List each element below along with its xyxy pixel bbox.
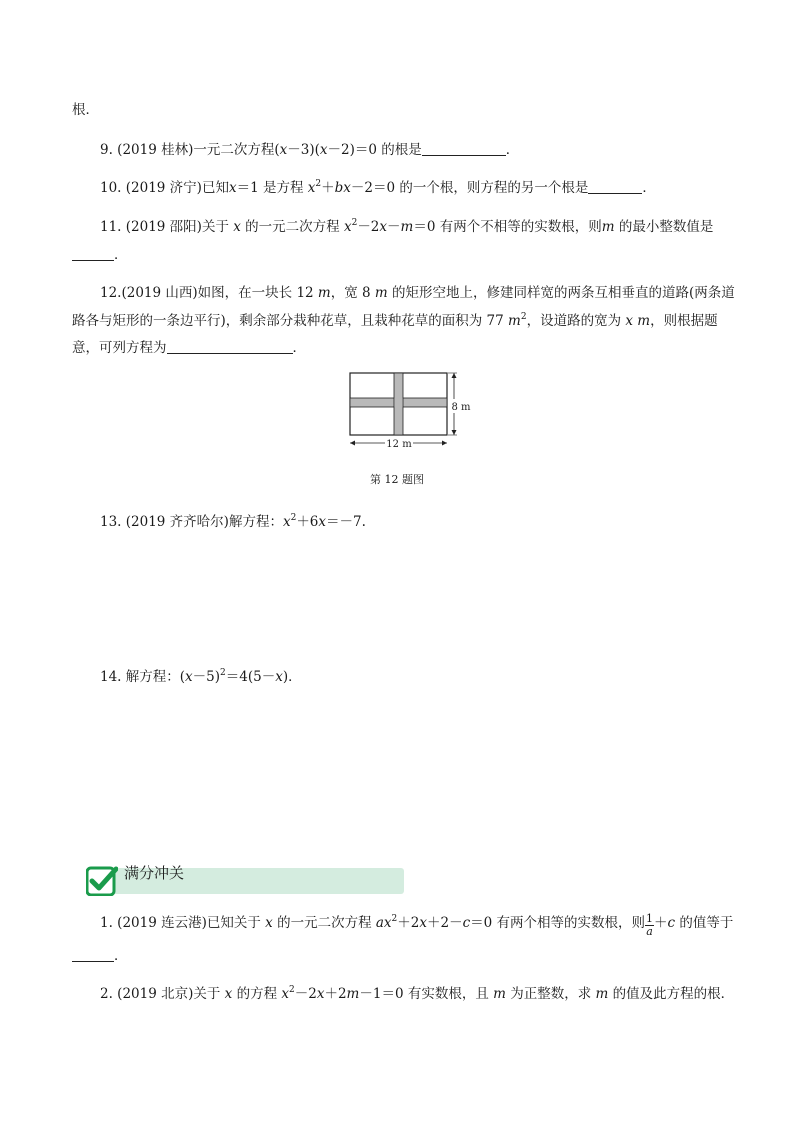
check-icon <box>86 866 118 896</box>
height-label: 8 m <box>451 402 471 413</box>
challenge-question-2: 2. (2019 北京)关于 x 的方程 $x^2-2x+2m-1=0$ 有实数根，且 m 为正整数，求 m 的值及此方程的根． <box>100 985 735 1002</box>
continued-text: 根． <box>72 102 99 118</box>
question-12-line-2: 路各与矩形的一条边平行)，剩余部分栽种花草，且栽种花草的面积为 77 $m^2$，设道路的宽为 x m，则根据题 <box>72 312 718 329</box>
question-10: 10. (2019 济宁)已知x＝1 是方程 $x^2+bx-2=0$ 的一个根，则方程的另一个根是 ． <box>100 179 656 196</box>
answer-blank[interactable] <box>72 947 114 962</box>
question-13: 13. (2019 齐齐哈尔)解方程：$x^2+6x=-7$. <box>100 513 366 530</box>
width-label: 12 m <box>386 439 412 450</box>
figure-caption: 第 12 题图 <box>370 473 424 486</box>
question-9: 9. (2019 桂林)一元二次方程(x－3)(x－2)＝0 的根是 ． <box>100 142 520 158</box>
question-12-line-3: 意，可列方程为 ． <box>72 340 306 356</box>
answer-blank[interactable] <box>72 246 114 261</box>
fraction: $\frac{1}{a}$ <box>646 912 654 938</box>
challenge-question-1-answer-line: ． <box>72 947 128 965</box>
answer-blank[interactable] <box>422 141 506 156</box>
challenge-question-1: 1. (2019 连云港)已知关于 x 的一元二次方程 $ax^2+2x+2-c=0$ 有两个相等的实数根，则 $\frac{1}{a}+c$ 的值等于 <box>100 912 734 938</box>
question-14: 14. 解方程：$(x-5)^2=4(5-x)$． <box>100 668 302 685</box>
question-11: 11. (2019 邵阳)关于 x 的一元二次方程 $x^2-2x-m=0$ 有两个不相等的实数根，则m 的最小整数值是 <box>100 218 714 235</box>
section-title: 满分冲关 <box>124 864 185 882</box>
answer-blank[interactable] <box>167 339 293 354</box>
rectangle-road-figure <box>349 372 474 452</box>
answer-blank[interactable] <box>588 179 642 194</box>
question-12-line-1: 12.(2019 山西)如图，在一块长 12 m，宽 8 m 的矩形空地上，修建同样宽的两条互相垂直的道路(两条道 <box>100 285 735 301</box>
question-11-answer-line: ． <box>72 246 128 264</box>
